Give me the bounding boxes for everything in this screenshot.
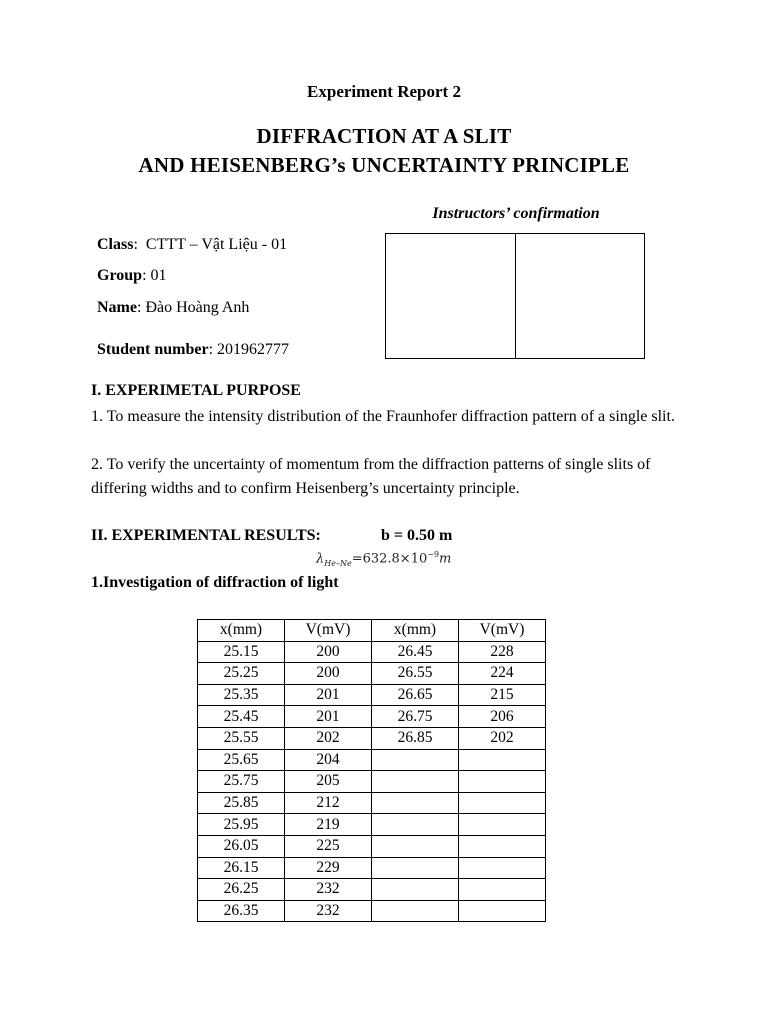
table-row — [198, 900, 546, 922]
table-row — [198, 771, 546, 793]
table-cell — [372, 900, 459, 922]
section2-heading: II. EXPERIMENTAL RESULTS: — [91, 527, 321, 544]
title-line-2: AND HEISENBERG’s UNCERTAINTY PRINCIPLE — [138, 153, 630, 177]
table-cell — [372, 749, 459, 771]
instructors-confirmation-label: Instructors’ confirmation — [432, 205, 600, 222]
table-header-cell: V(mV) — [285, 620, 372, 642]
table-cell: 201 — [285, 706, 372, 728]
lambda-subscript: He–Ne — [324, 558, 352, 568]
table-cell: 201 — [285, 684, 372, 706]
table-cell: 25.95 — [198, 814, 285, 836]
table-cell: 206 — [459, 706, 546, 728]
table-cell: 215 — [459, 684, 546, 706]
table-cell: 205 — [285, 771, 372, 793]
table-row — [198, 727, 546, 749]
student-number-label: Student number — [97, 341, 209, 358]
section1-heading: I. EXPERIMETAL PURPOSE — [91, 382, 301, 399]
table-cell: 26.65 — [372, 684, 459, 706]
table-header-row — [198, 620, 546, 642]
student-number-value: 201962777 — [217, 341, 290, 358]
table-cell — [459, 857, 546, 879]
table-cell — [372, 857, 459, 879]
table-cell: 25.15 — [198, 641, 285, 663]
table-row — [198, 641, 546, 663]
table-cell: 26.35 — [198, 900, 285, 922]
table-cell: 26.05 — [198, 835, 285, 857]
lambda-unit: m — [439, 551, 452, 567]
group-line: Group: 01 — [97, 267, 167, 284]
diffraction-data-table — [197, 619, 546, 922]
table-row — [198, 663, 546, 685]
name-line: Name: Đào Hoàng Anh — [97, 299, 250, 316]
table-cell — [372, 879, 459, 901]
table-cell: 25.85 — [198, 792, 285, 814]
table-cell: 200 — [285, 663, 372, 685]
table-header-cell: V(mV) — [459, 620, 546, 642]
lambda-value: =632.8×10 — [351, 551, 428, 567]
table-cell: 202 — [459, 727, 546, 749]
table-cell: 229 — [285, 857, 372, 879]
table-cell — [372, 835, 459, 857]
table-cell: 224 — [459, 663, 546, 685]
table-row — [198, 835, 546, 857]
table-row — [198, 879, 546, 901]
group-value: 01 — [150, 267, 167, 284]
table-cell — [459, 771, 546, 793]
subsection1-heading: 1.Investigation of diffraction of light — [91, 574, 339, 591]
table-header-cell: x(mm) — [372, 620, 459, 642]
table-cell: 212 — [285, 792, 372, 814]
table-cell: 25.35 — [198, 684, 285, 706]
table-cell: 232 — [285, 879, 372, 901]
purpose-item-2: 2. To verify the uncertainty of momentum from the diffraction patterns of single slits of differing widths and to confirm Heisenberg’s uncertainty principle. — [91, 456, 651, 497]
table-cell: 26.85 — [372, 727, 459, 749]
table-cell — [459, 900, 546, 922]
table-row — [198, 684, 546, 706]
table-cell — [459, 749, 546, 771]
table-cell: 25.45 — [198, 706, 285, 728]
class-value: CTTT – Vật Liệu - 01 — [145, 236, 288, 253]
instructors-confirmation-box — [385, 233, 645, 359]
student-number-line: Student number: 201962777 — [97, 341, 290, 358]
table-cell: 200 — [285, 641, 372, 663]
table-cell — [459, 879, 546, 901]
table-cell: 26.25 — [198, 879, 285, 901]
table-cell: 26.75 — [372, 706, 459, 728]
table-cell — [459, 835, 546, 857]
table-cell — [459, 792, 546, 814]
table-cell — [459, 814, 546, 836]
table-cell: 26.45 — [372, 641, 459, 663]
table-cell: 232 — [285, 900, 372, 922]
table-cell: 225 — [285, 835, 372, 857]
table-row — [198, 814, 546, 836]
purpose-item-1: 1. To measure the intensity distribution of the Fraunhofer diffraction pattern of a single slit. — [91, 408, 675, 425]
table-header-cell: x(mm) — [198, 620, 285, 642]
table-cell: 219 — [285, 814, 372, 836]
lambda-symbol: λ — [316, 551, 325, 567]
table-row — [198, 749, 546, 771]
table-cell: 26.15 — [198, 857, 285, 879]
signature-cell-right — [515, 234, 645, 358]
table-cell: 202 — [285, 727, 372, 749]
name-label: Name — [97, 299, 137, 316]
table-row — [198, 706, 546, 728]
slit-distance-value: b = 0.50 m — [381, 527, 453, 544]
table-cell: 25.25 — [198, 663, 285, 685]
table-row — [198, 857, 546, 879]
class-line: Class: CTTT – Vật Liệu - 01 — [97, 236, 288, 253]
table-row — [198, 792, 546, 814]
table-cell — [372, 792, 459, 814]
table-cell: 25.55 — [198, 727, 285, 749]
group-label: Group — [97, 267, 143, 284]
report-number: Experiment Report 2 — [307, 82, 461, 101]
signature-cell-left — [386, 234, 515, 358]
lambda-exponent: −9 — [427, 550, 440, 559]
table-cell — [372, 814, 459, 836]
table-cell: 25.65 — [198, 749, 285, 771]
table-cell: 204 — [285, 749, 372, 771]
table-cell: 26.55 — [372, 663, 459, 685]
class-label: Class — [97, 236, 134, 253]
name-value: Đào Hoàng Anh — [145, 299, 250, 316]
wavelength-formula — [316, 550, 451, 568]
title-line-1: DIFFRACTION AT A SLIT — [256, 124, 512, 148]
table-cell: 228 — [459, 641, 546, 663]
table-cell: 25.75 — [198, 771, 285, 793]
table-cell — [372, 771, 459, 793]
